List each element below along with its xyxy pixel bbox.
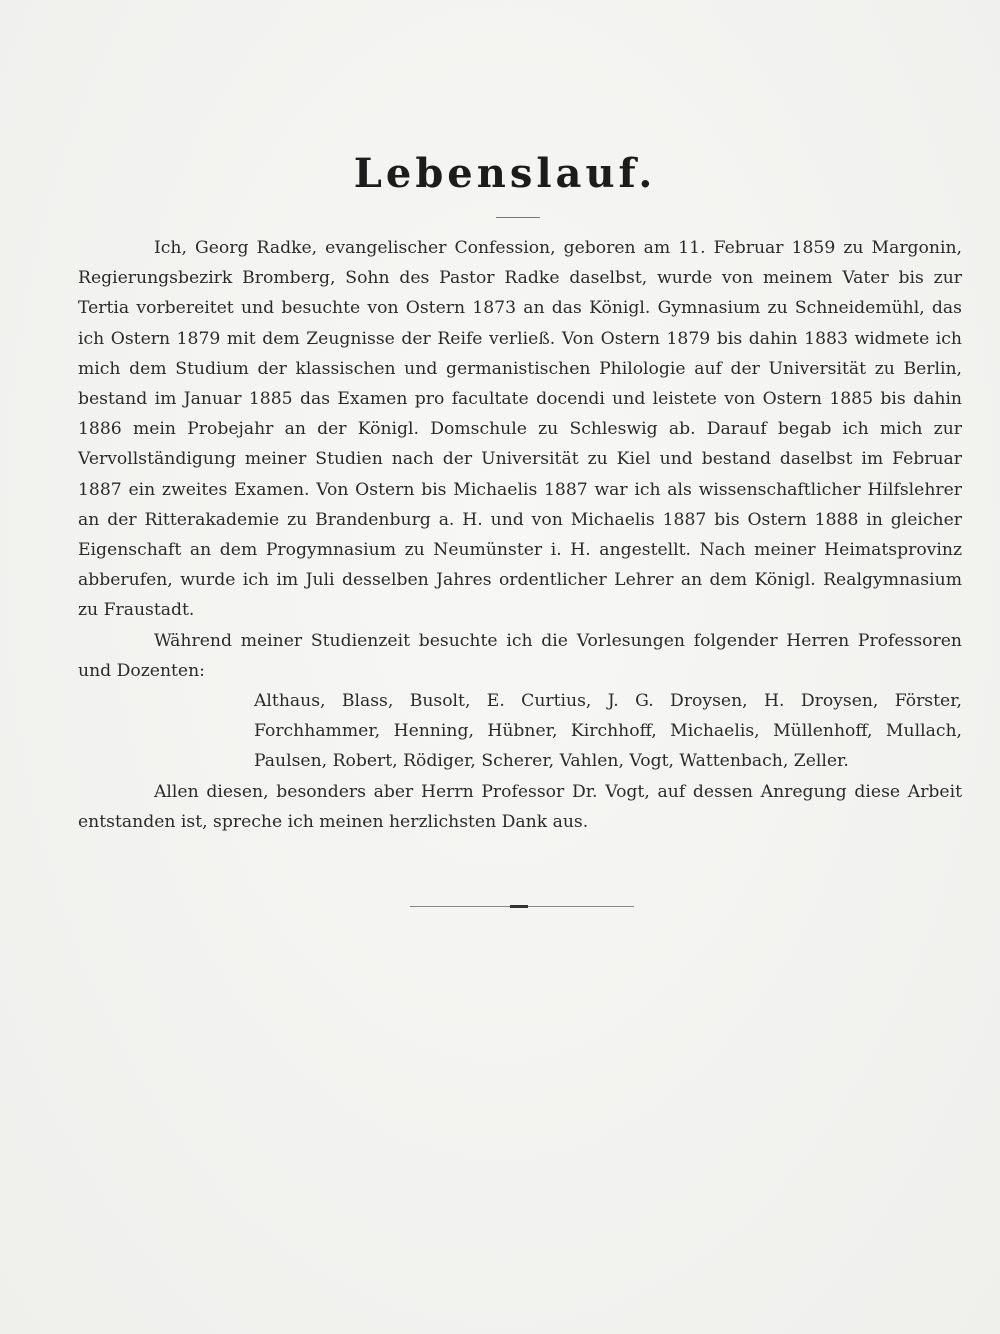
professors-list: Althaus, Blass, Busolt, E. Curtius, J. G. Droysen, H. Droysen, Förster, Forchhammer, Henning, Hübner, Kirchhoff, Michaelis, Müllenhoff, Mullach, Paulsen, Robert, Rödiger, Scherer, Vahlen, Vogt, Wattenbach, Zeller. [254,691,962,772]
title-divider [496,217,540,218]
lectures-paragraph: Während meiner Studienzeit besuchte ich die Vorlesungen folgender Herren Professoren und Dozenten: [78,630,962,681]
biography-paragraph: Ich, Georg Radke, evangelischer Confession, geboren am 11. Februar 1859 zu Margonin, Regierungsbezirk Bromberg, Sohn des Pastor Radke daselbst, wurde von meinem Vater bis zur Tertia vorbereitet und besuchte von Ostern 1873 an das Königl. Gymnasium zu Schneidemühl, das ich Ostern 1879 mit dem Zeugnisse der Reife verließ. Von Ostern 1879 bis dahin 1883 widmete ich mich dem Studium der klassischen und germanistischen Philologie auf der Universität zu Berlin, bestand im Januar 1885 das Examen pro facultate docendi und leistete von Ostern 1885 bis dahin 1886 mein Probejahr an der Königl. Domschule zu Schleswig ab. Darauf begab ich mich zur Vervollständigung meiner Studien nach der Universität zu Kiel und bestand daselbst im Februar 1887 ein zweites Examen. Von Ostern bis Michaelis 1887 war ich als wissenschaftlicher Hilfslehrer an der Ritterakademie zu Brandenburg a. H. und von Michaelis 1887 bis Ostern 1888 in gleicher Eigenschaft an dem Progymnasium zu Neumünster i. H. angestellt. Nach meiner Heimatsprovinz abberufen, wurde ich im Juli desselben Jahres ordentlicher Lehrer an dem Königl. Realgymnasium zu Fraustadt. [78,238,962,621]
end-divider-ornament [510,905,528,908]
closing-paragraph: Allen diesen, besonders aber Herrn Professor Dr. Vogt, auf dessen Anregung diese Arbeit entstanden ist, spreche ich meinen herzlichsten Dank aus. [78,781,962,832]
document-body [78,233,962,837]
page-title: Lebenslauf. [353,150,657,197]
